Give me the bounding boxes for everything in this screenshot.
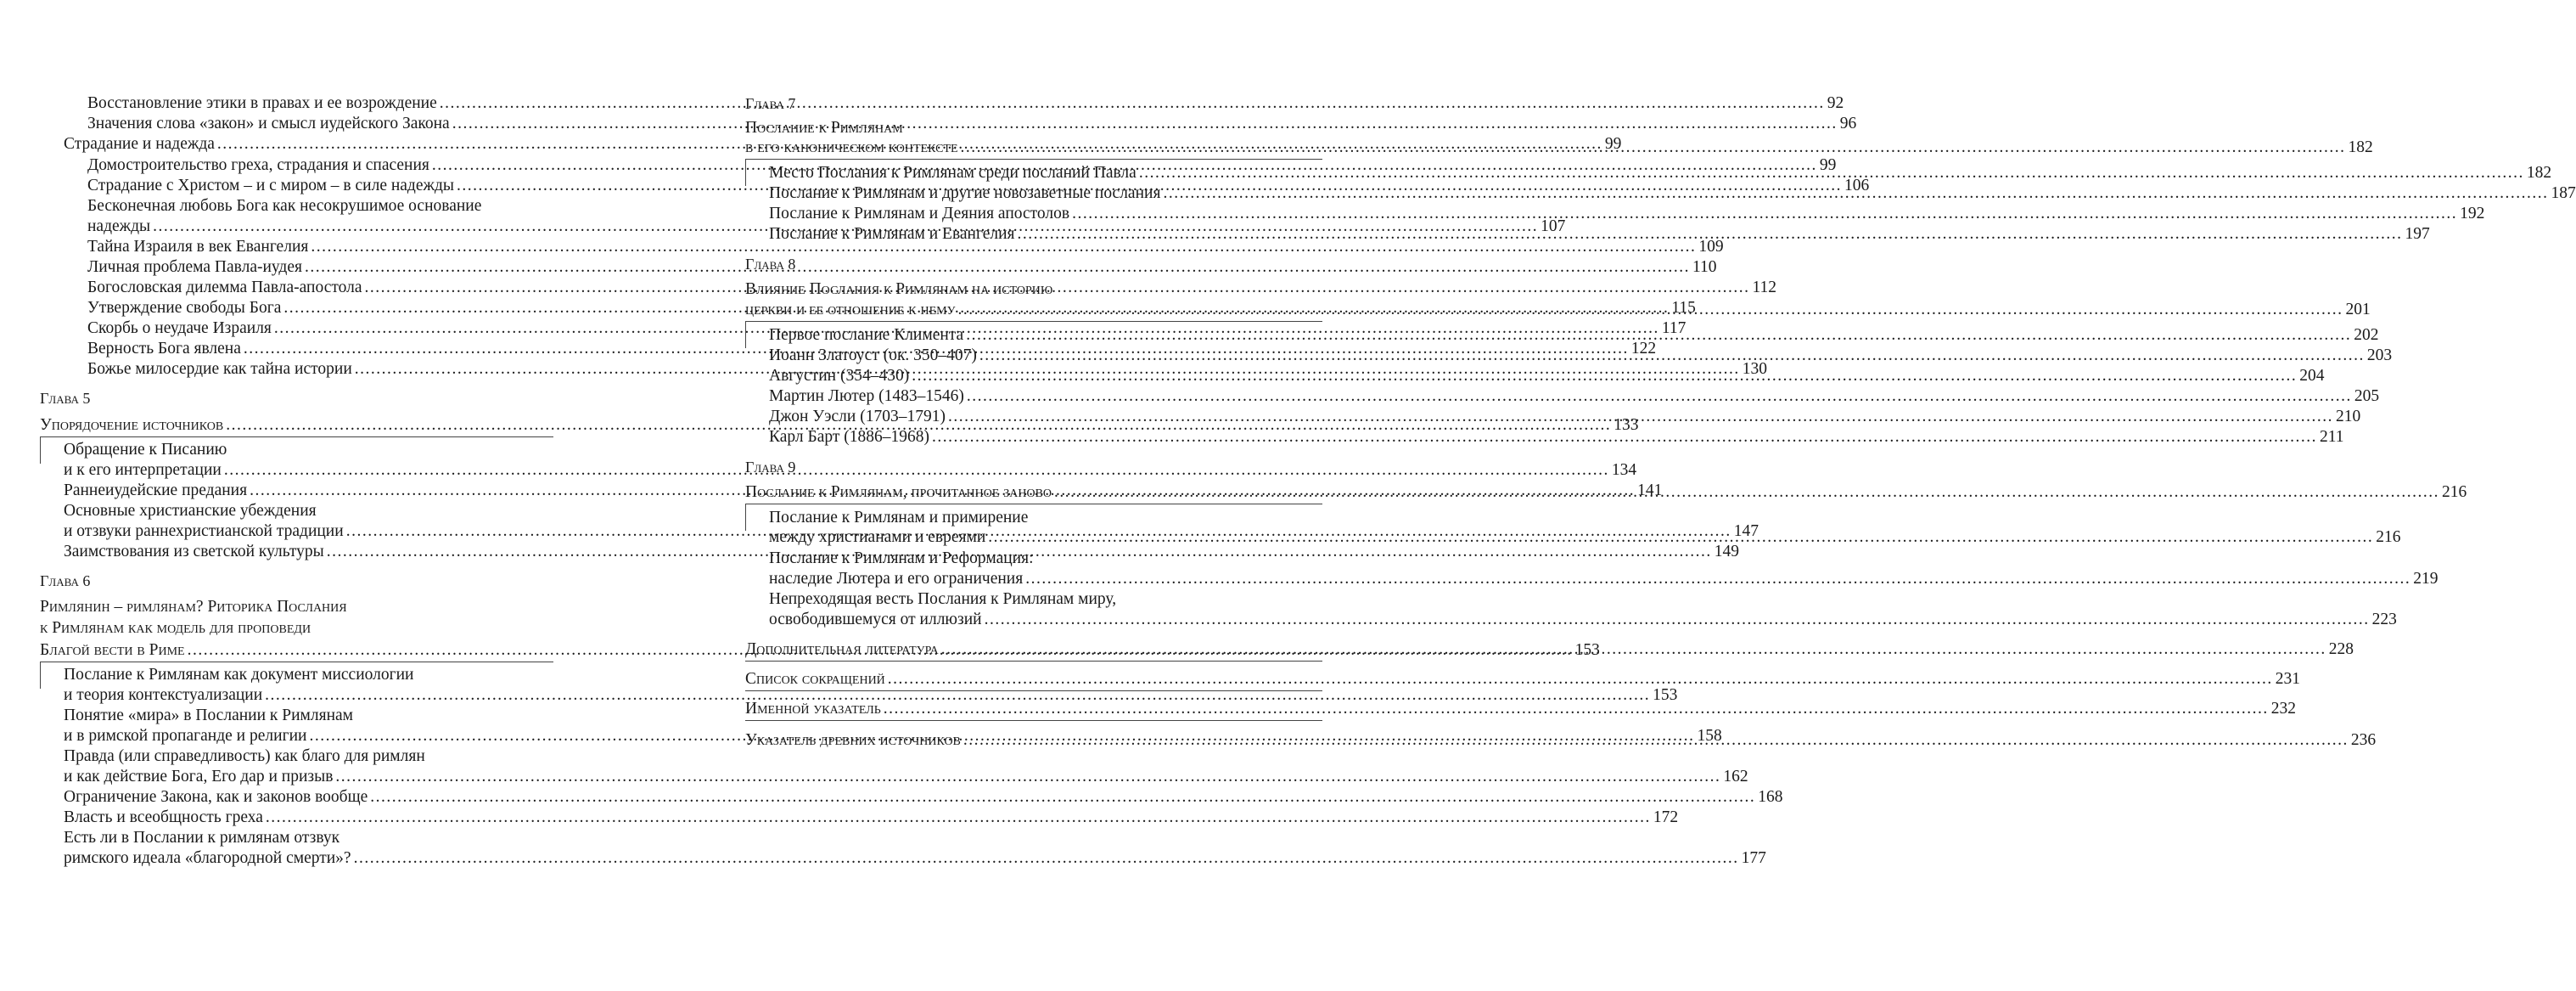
toc-entry — [745, 609, 2397, 631]
toc-entry — [745, 568, 2439, 590]
leader-dots — [1072, 203, 2457, 225]
entry-page: 107 — [1541, 217, 1566, 235]
chapter-title: Римлянин – римлянам? Риторика Послания — [40, 598, 347, 616]
entry-page: 110 — [1692, 258, 1717, 276]
entry-title: Раннеиудейские предания — [64, 481, 248, 499]
entry-title: и как действие Бога, Его дар и призыв — [64, 768, 334, 785]
entry-page: 177 — [1741, 849, 1766, 867]
chapter-rule — [745, 321, 1322, 322]
leader-dots — [967, 386, 2352, 408]
entry-page: 106 — [1844, 177, 1870, 194]
entry-title: Послание к Римлянам и Евангелия — [769, 225, 1015, 243]
leader-dots — [354, 847, 1739, 870]
chapter-rule — [745, 159, 1322, 160]
entry-title: Власть и всеобщность греха — [64, 808, 263, 826]
chapter-label: Глава 6 — [40, 572, 91, 589]
entry-title: Заимствования из светской культуры — [64, 543, 324, 560]
entry-title: Скорбь о неудаче Израиля — [87, 319, 272, 337]
entry-page: 216 — [2376, 528, 2401, 546]
entry-page: 210 — [2335, 408, 2361, 425]
leader-dots — [979, 345, 2365, 367]
entry-page: 187 — [2551, 184, 2576, 202]
leader-dots — [948, 406, 2333, 428]
entry-page: 168 — [1758, 788, 1783, 806]
leader-dots — [961, 137, 2346, 159]
entry-page: 147 — [1733, 522, 1759, 540]
entry-title: Указатель древних источников — [745, 731, 961, 749]
entry-page: 92 — [1827, 94, 1844, 112]
entry-title: Джон Уэсли (1703–1791) — [769, 408, 946, 425]
toc-entry-continued: Бесконечная любовь Бога как несокрушимое основание — [87, 197, 482, 215]
toc-entry-continued: Понятие «мира» в Послании к Римлянам — [64, 707, 354, 724]
leader-dots — [985, 609, 2370, 631]
leader-dots — [966, 324, 2351, 346]
chapter-title: Послание к Римлянам — [745, 119, 903, 137]
entry-title: римского идеала «благородной смерти»? — [64, 849, 351, 867]
leader-dots — [335, 766, 1720, 788]
entry-page: 96 — [1839, 115, 1857, 132]
entry-title: Тайна Израиля в век Евангелия — [87, 238, 309, 256]
entry-page: 203 — [2366, 346, 2393, 364]
toc-entry — [745, 386, 2380, 408]
entry-page: 202 — [2354, 326, 2379, 344]
entry-page: 153 — [1574, 641, 1600, 659]
chapter-title: Влияние Послания к Римлянам на историю — [745, 280, 1053, 298]
section-rule — [745, 661, 1322, 662]
entry-title: в его каноническом контексте — [745, 138, 958, 156]
leader-dots — [932, 426, 2317, 448]
entry-title: и отзвуки раннехристианской традиции — [64, 522, 344, 540]
entry-page: 236 — [2350, 731, 2377, 749]
toc-entry — [745, 426, 2344, 448]
toc-entry-continued: Послание к Римлянам и примирение — [769, 509, 1029, 526]
entry-title: Божье милосердие как тайна истории — [87, 360, 352, 378]
entry-title: и в римской пропаганде и религии — [64, 727, 307, 745]
chapter-rule — [40, 436, 553, 437]
entry-page: 205 — [2354, 387, 2380, 405]
entry-page: 141 — [1637, 481, 1663, 499]
toc-entry — [40, 236, 1724, 258]
entry-title: Послание к Римлянам и Деяния апостолов — [769, 205, 1070, 222]
toc-entry — [40, 807, 1679, 829]
entry-title: Карл Барт (1886–1968) — [769, 428, 929, 446]
leader-dots — [1054, 481, 2439, 504]
entry-page: 109 — [1698, 238, 1724, 256]
entry-title: Личная проблема Павла-иудея — [87, 258, 302, 276]
toc-entry-continued: Послание к Римлянам и Реформация: — [769, 549, 1034, 567]
chapter-title — [745, 668, 2301, 690]
section-rule — [745, 690, 1322, 691]
entry-page: 99 — [1604, 135, 1622, 153]
entry-page: 231 — [2275, 670, 2301, 688]
leader-dots — [1163, 183, 2548, 205]
chapter-label: Глава 7 — [745, 95, 796, 112]
entry-page: 149 — [1714, 543, 1739, 560]
entry-page: 232 — [2270, 700, 2297, 718]
entry-title: между христианами и евреями — [769, 528, 986, 546]
entry-page: 115 — [1671, 299, 1696, 317]
leader-dots — [958, 299, 2343, 321]
toc-entry — [40, 786, 1783, 808]
entry-title: церкви и ее отношение к нему — [745, 301, 956, 318]
toc-entry-continued: Непреходящая весть Послания к Римлянам миру, — [769, 590, 1117, 608]
entry-title: Благой вести в Риме — [40, 641, 185, 659]
entry-title: Августин (354–430) — [769, 367, 910, 385]
toc-entry-continued: Основные христианские убеждения — [64, 502, 317, 520]
leader-dots — [888, 668, 2273, 690]
entry-title: Послание к Римлянам, прочитанное заново — [745, 483, 1052, 501]
toc-entry-continued: Правда (или справедливость) как благо для римлян — [64, 747, 425, 765]
entry-title: Восстановление этики в правах и ее возрождение — [87, 94, 437, 112]
toc-entry — [745, 203, 2485, 225]
entry-title: Утверждение свободы Бога — [87, 299, 282, 317]
entry-title: Список сокращений — [745, 670, 885, 688]
toc-entry-continued: Есть ли в Послании к римлянам отзвук — [64, 829, 340, 847]
entry-page: 172 — [1653, 808, 1679, 826]
entry-title: Дополнительная литература — [745, 640, 939, 658]
entry-title: и теория контекстуализации — [64, 686, 263, 704]
entry-page: 219 — [2413, 570, 2439, 588]
entry-title: Ограничение Закона, как и законов вообще — [64, 788, 368, 806]
entry-title: и к его интерпретации — [64, 461, 222, 479]
entry-title: наследие Лютера и его ограничения — [769, 570, 1024, 588]
entry-page: 197 — [2405, 225, 2430, 243]
chapter-label: Глава 9 — [745, 459, 796, 476]
leader-dots — [370, 786, 1755, 808]
leader-dots — [912, 365, 2297, 387]
entry-page: 201 — [2345, 301, 2371, 318]
entry-title: надежды — [87, 217, 151, 235]
entry-title: Домостроительство греха, страдания и спасения — [87, 156, 429, 174]
entry-title: Страдание и надежда — [64, 135, 215, 153]
chapter-label: Глава 8 — [745, 256, 796, 273]
leader-dots — [1025, 568, 2410, 590]
entry-page: 182 — [2348, 138, 2373, 156]
entry-title: Место Послания к Римлянам среди посланий Павла — [769, 164, 1136, 182]
entry-page: 153 — [1653, 686, 1678, 704]
entry-title: Первое послание Климента — [769, 326, 964, 344]
entry-page: 228 — [2328, 640, 2354, 658]
chapter-title — [745, 698, 2297, 720]
entry-page: 134 — [1611, 461, 1637, 479]
entry-title: Послание к Римлянам и другие новозаветные послания — [769, 184, 1161, 202]
toc-entry-continued: Обращение к Писанию — [64, 441, 227, 459]
toc-entry — [40, 684, 1678, 707]
entry-page: 162 — [1723, 768, 1748, 785]
entry-page: 211 — [2319, 428, 2344, 446]
entry-title: Страдание с Христом – и с миром – в силе надежды — [87, 177, 455, 194]
entry-page: 182 — [2526, 164, 2552, 182]
entry-title: Именной указатель — [745, 700, 881, 718]
entry-title: Упорядочение источников — [40, 416, 224, 434]
entry-page: 192 — [2460, 205, 2485, 222]
chapter-title: к Римлянам как модель для проповеди — [40, 619, 311, 637]
section-rule — [745, 720, 1322, 721]
entry-page: 130 — [1742, 360, 1768, 378]
leader-dots — [1018, 223, 2403, 245]
leader-dots — [941, 639, 2326, 661]
leader-dots — [1139, 162, 2524, 184]
toc-entry-continued: Послание к Римлянам как документ миссиологии — [64, 666, 414, 684]
leader-dots — [963, 729, 2349, 752]
entry-title: Иоанн Златоуст (ок. 350–407) — [769, 346, 977, 364]
entry-title: Мартин Лютер (1483–1546) — [769, 387, 964, 405]
chapter-label: Глава 5 — [40, 390, 91, 407]
entry-page: 223 — [2371, 611, 2397, 628]
entry-page: 117 — [1661, 319, 1686, 337]
entry-page: 122 — [1630, 340, 1657, 358]
entry-page: 112 — [1752, 279, 1777, 296]
entry-page: 204 — [2299, 367, 2325, 385]
entry-title: Верность Бога явлена — [87, 340, 241, 358]
entry-title: Богословская дилемма Павла-апостола — [87, 279, 362, 296]
leader-dots — [988, 526, 2373, 549]
entry-page: 133 — [1614, 416, 1639, 434]
leader-dots — [266, 807, 1651, 829]
toc-entry — [40, 766, 1748, 788]
entry-page: 99 — [1819, 156, 1837, 174]
leader-dots — [884, 698, 2269, 720]
toc-entry — [40, 847, 1766, 870]
entry-title: освободившемуся от иллюзий — [769, 611, 982, 628]
entry-title: Значения слова «закон» и смысл иудейского Закона — [87, 115, 450, 132]
entry-page: 216 — [2442, 483, 2467, 501]
entry-page: 158 — [1697, 727, 1722, 745]
